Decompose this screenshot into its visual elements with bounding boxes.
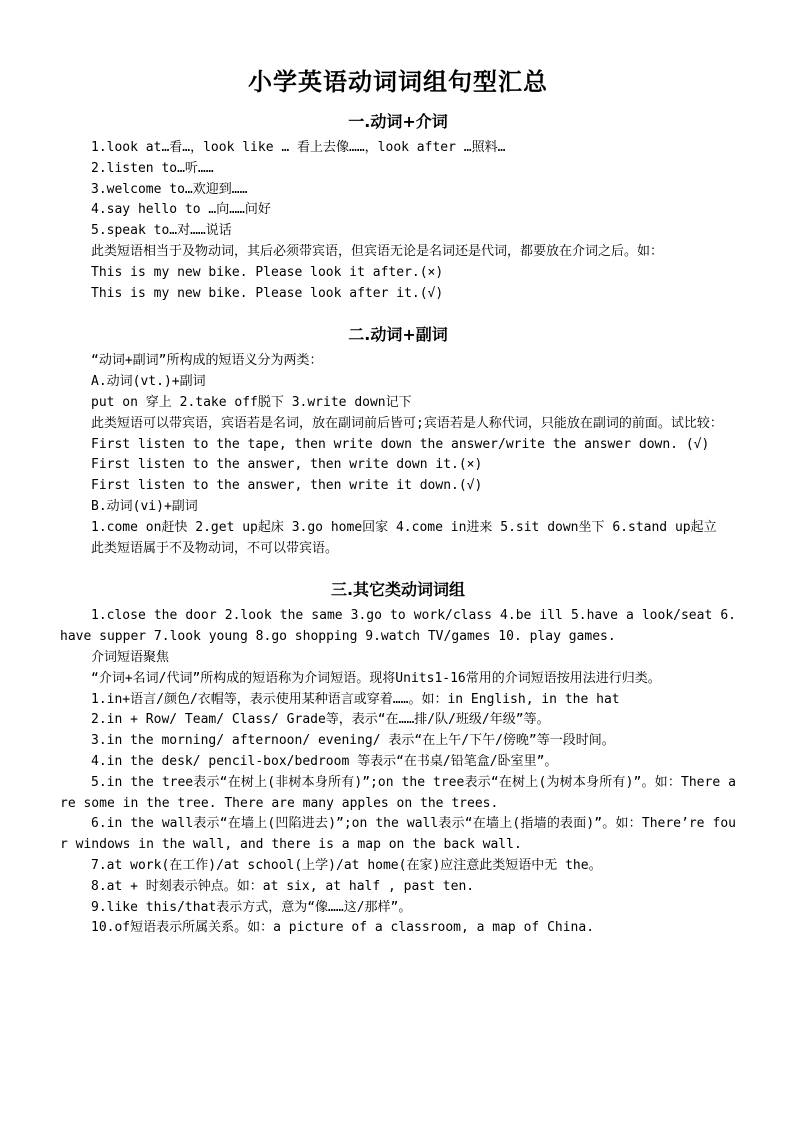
text-line: First listen to the answer, then write down it.(×) [91,457,483,473]
paragraph: 6.in the wall表示“在墙上(凹陷进去)”;on the wall表示“在墙上(指墙的表面)”。如：There’re four windows in the wall, and there is a map on the back wall. [60,816,736,853]
text-line: This is my new bike. Please look after it.(√) [91,285,444,301]
text-line: 3.in the morning/ afternoon/ evening/ 表示“在上午/下午/傍晚”等一段时间。 [91,733,615,749]
section [60,322,736,559]
text-line: 2.listen to…听…… [91,160,214,176]
section [60,109,736,304]
text-line: 7.at work(在工作)/at school(上学)/at home(在家)应注意此类短语中无 the。 [91,857,602,873]
text-line: 5.speak to…对……说话 [91,223,232,239]
text-line: 4.in the desk/ pencil-box/bedroom 等表示“在书桌/铅笔盒/卧室里”。 [91,753,558,769]
page-title: 小学英语动词词组句型汇总 [248,68,548,96]
section-heading: 三.其它类动词词组 [330,580,466,600]
paragraph: 此类短语相当于及物动词，其后必须带宾语，但宾语无论是名词还是代词，都要放在介词之后。如： [91,243,664,259]
text-line: First listen to the tape, then write down the answer/write the answer down. (√) [91,436,710,452]
text-line: A.动词(vt.)+副词 [91,374,206,390]
text-line: 1.in+语言/颜色/衣帽等，表示使用某种语言或穿着……。如：in English, in the hat [91,691,620,707]
text-line: 10.of短语表示所属关系。如：a picture of a classroom, a map of China. [91,920,595,936]
text-line: 3.welcome to…欢迎到…… [91,181,248,197]
document-body [60,109,736,939]
text-line: 9.like this/that表示方式，意为“像……这/那样”。 [91,899,412,915]
text-line: put on 穿上 2.take off脱下 3.write down记下 [91,394,412,410]
paragraph: 此类短语可以带宾语，宾语若是名词，放在副词前后皆可;宾语若是人称代词，只能放在副词的前面。试比较： [91,415,723,431]
text-line: This is my new bike. Please look it after.(×) [91,264,444,280]
section-heading: 一.动词+介词 [348,112,448,131]
text-line: 4.say hello to …向……问好 [91,202,271,218]
text-line: 此类短语属于不及物动词，不可以带宾语。 [91,540,339,556]
text-line: 2.in + Row/ Team/ Class/ Grade等，表示“在……排/队/班级/年级”等。 [91,712,550,728]
text-line: 介词短语聚焦 [91,649,170,665]
section [60,577,736,939]
text-line: 8.at + 时刻表示钟点。如：at six, at half , past ten. [91,878,475,894]
text-line: First listen to the answer, then write it down.(√) [91,478,483,494]
paragraph: 5.in the tree表示“在树上(非树本身所有)”;on the tree表示“在树上(为树本身所有)”。如：There are some in the tree. There are many apples on the trees. [60,774,736,811]
paragraph: 1.come on赶快 2.get up起床 3.go home回家 4.come in进来 5.sit down坐下 6.stand up起立 [91,519,717,535]
text-line: 1.look at…看…，look like … 看上去像……，look after …照料… [91,140,506,155]
paragraph: 1.close the door 2.look the same 3.go to work/class 4.be ill 5.have a look/seat 6.have supper 7.look young 8.go shopping 9.watch TV/games 10. play games. [60,608,736,645]
text-line: B.动词(vi)+副词 [91,498,198,514]
text-line: “动词+副词”所构成的短语义分为两类： [91,353,323,369]
paragraph: “介词+名词/代词”所构成的短语称为介词短语。现将Units1-16常用的介词短语按用法进行归类。 [91,670,661,686]
section-heading: 二.动词+副词 [348,325,448,345]
document-page [60,62,736,957]
